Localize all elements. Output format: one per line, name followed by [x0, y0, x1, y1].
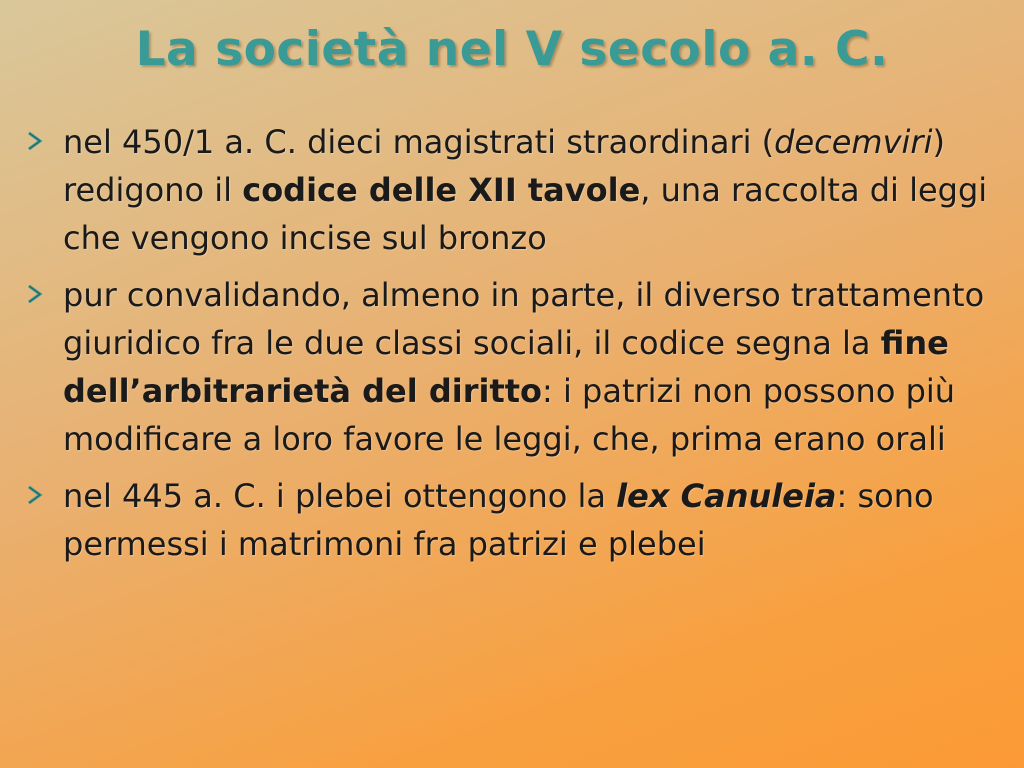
bullet-bold-italic-term: lex Canuleia	[616, 477, 837, 515]
bullet-text: ) redigono il	[63, 123, 945, 209]
bullet-item	[24, 271, 999, 463]
bullet-bold-term: codice delle XII tavole	[242, 171, 641, 209]
bullet-text: , una raccolta di leggi che vengono incise sul bronzo	[63, 171, 988, 257]
bullet-italic-term: decemviri	[774, 123, 933, 161]
bullet-text: pur convalidando, almeno in parte, il diverso trattamento giuridico fra le due classi sociali, il codice segna la	[63, 276, 985, 362]
arrow-right-icon	[24, 283, 46, 305]
bullet-bold-term: fine dell’arbitrarietà del diritto	[63, 324, 949, 410]
bullet-list	[24, 118, 999, 577]
arrow-right-icon	[24, 484, 46, 506]
arrow-right-icon	[24, 130, 46, 152]
bullet-text: nel 450/1 a. C. dieci magistrati straordinari (	[63, 123, 775, 161]
bullet-item	[24, 118, 999, 262]
bullet-item	[24, 472, 999, 568]
bullet-text: : i patrizi non possono più modificare a loro favore le leggi, che, prima erano orali	[63, 372, 956, 458]
bullet-text: nel 445 a. C. i plebei ottengono la	[63, 477, 617, 515]
slide-title: La società nel V secolo a. C.	[135, 22, 889, 77]
bullet-text: : sono permessi i matrimoni fra patrizi e plebei	[63, 477, 934, 563]
